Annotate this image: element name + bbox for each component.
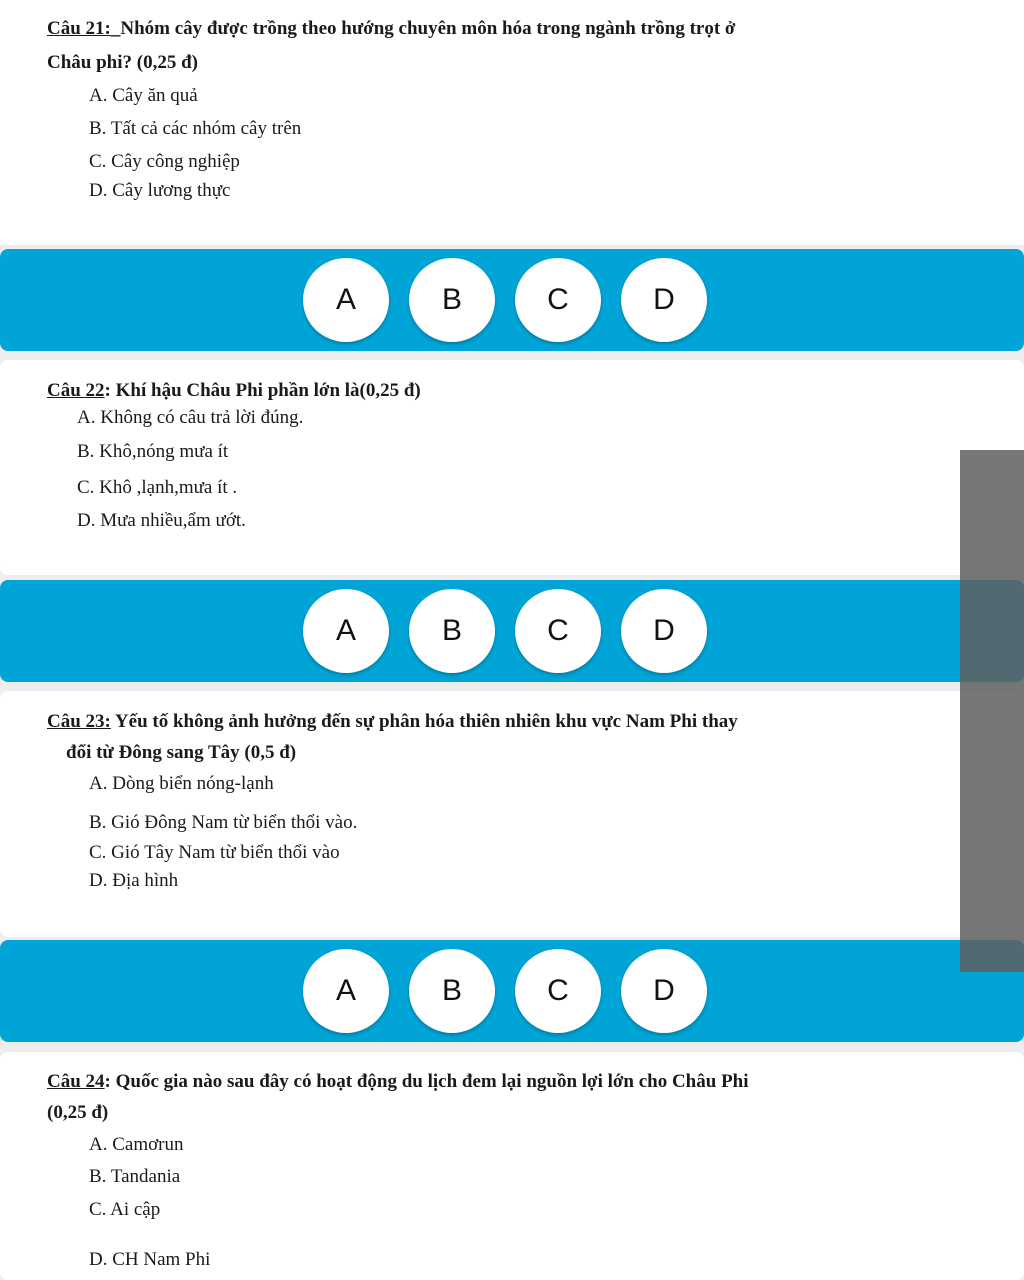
question-title-cont: (0,25 đ) bbox=[47, 1102, 109, 1123]
answer-b-button[interactable]: B bbox=[409, 258, 495, 342]
question-card-24 bbox=[0, 1052, 1024, 1280]
question-title-cont: Châu phi? (0,25 đ) bbox=[47, 52, 198, 73]
option-a: A. Không có câu trả lời đúng. bbox=[77, 407, 304, 428]
question-title: Câu 21:_Nhóm cây được trồng theo hướng chuyên môn hóa trong ngành trồng trọt ở bbox=[47, 18, 736, 39]
question-card-22 bbox=[0, 360, 1024, 575]
question-number: Câu 21: bbox=[47, 18, 111, 39]
option-a: A. Camơrun bbox=[89, 1134, 184, 1155]
question-number: Câu 24 bbox=[47, 1071, 105, 1092]
answer-d-button[interactable]: D bbox=[621, 258, 707, 342]
option-b: B. Khô,nóng mưa ít bbox=[77, 441, 229, 462]
answer-b-button[interactable]: B bbox=[409, 589, 495, 673]
answer-c-button[interactable]: C bbox=[515, 949, 601, 1033]
option-b: B. Tất cả các nhóm cây trên bbox=[89, 118, 302, 139]
question-card-23 bbox=[0, 691, 1024, 937]
question-title: Câu 24: Quốc gia nào sau đây có hoạt động du lịch đem lại nguồn lợi lớn cho Châu Phi bbox=[47, 1071, 749, 1092]
question-number: Câu 23: bbox=[47, 711, 111, 732]
option-c: C. Gió Tây Nam từ biển thổi vào bbox=[89, 842, 340, 863]
option-c: C. Ai cập bbox=[89, 1199, 161, 1220]
option-b: B. Tandania bbox=[89, 1166, 181, 1187]
option-c: C. Khô ,lạnh,mưa ít . bbox=[77, 477, 238, 498]
answer-bar-23 bbox=[0, 940, 1024, 1042]
answer-a-button[interactable]: A bbox=[303, 949, 389, 1033]
answer-d-button[interactable]: D bbox=[621, 949, 707, 1033]
question-number: Câu 22 bbox=[47, 380, 105, 401]
question-title: Câu 23: Yếu tố không ảnh hưởng đến sự phân hóa thiên nhiên khu vực Nam Phi thay bbox=[47, 711, 738, 732]
option-d: D. CH Nam Phi bbox=[89, 1249, 211, 1270]
option-a: A. Cây ăn quả bbox=[89, 85, 198, 106]
scrollbar-thumb[interactable] bbox=[960, 450, 1024, 972]
answer-c-button[interactable]: C bbox=[515, 589, 601, 673]
option-c: C. Cây công nghiệp bbox=[89, 151, 240, 172]
question-title-cont: đổi từ Đông sang Tây (0,5 đ) bbox=[66, 742, 297, 763]
option-d: D. Địa hình bbox=[89, 870, 179, 891]
answer-bar-22 bbox=[0, 580, 1024, 682]
answer-bar-21 bbox=[0, 249, 1024, 351]
option-d: D. Cây lương thực bbox=[89, 180, 231, 201]
answer-b-button[interactable]: B bbox=[409, 949, 495, 1033]
option-a: A. Dòng biển nóng-lạnh bbox=[89, 773, 274, 794]
question-title: Câu 22: Khí hậu Châu Phi phần lớn là(0,25 đ) bbox=[47, 380, 421, 401]
answer-a-button[interactable]: A bbox=[303, 589, 389, 673]
answer-d-button[interactable]: D bbox=[621, 589, 707, 673]
option-b: B. Gió Đông Nam từ biển thổi vào. bbox=[89, 812, 358, 833]
answer-a-button[interactable]: A bbox=[303, 258, 389, 342]
question-card-21 bbox=[0, 0, 1024, 245]
option-d: D. Mưa nhiều,ẩm ướt. bbox=[77, 510, 246, 531]
answer-c-button[interactable]: C bbox=[515, 258, 601, 342]
